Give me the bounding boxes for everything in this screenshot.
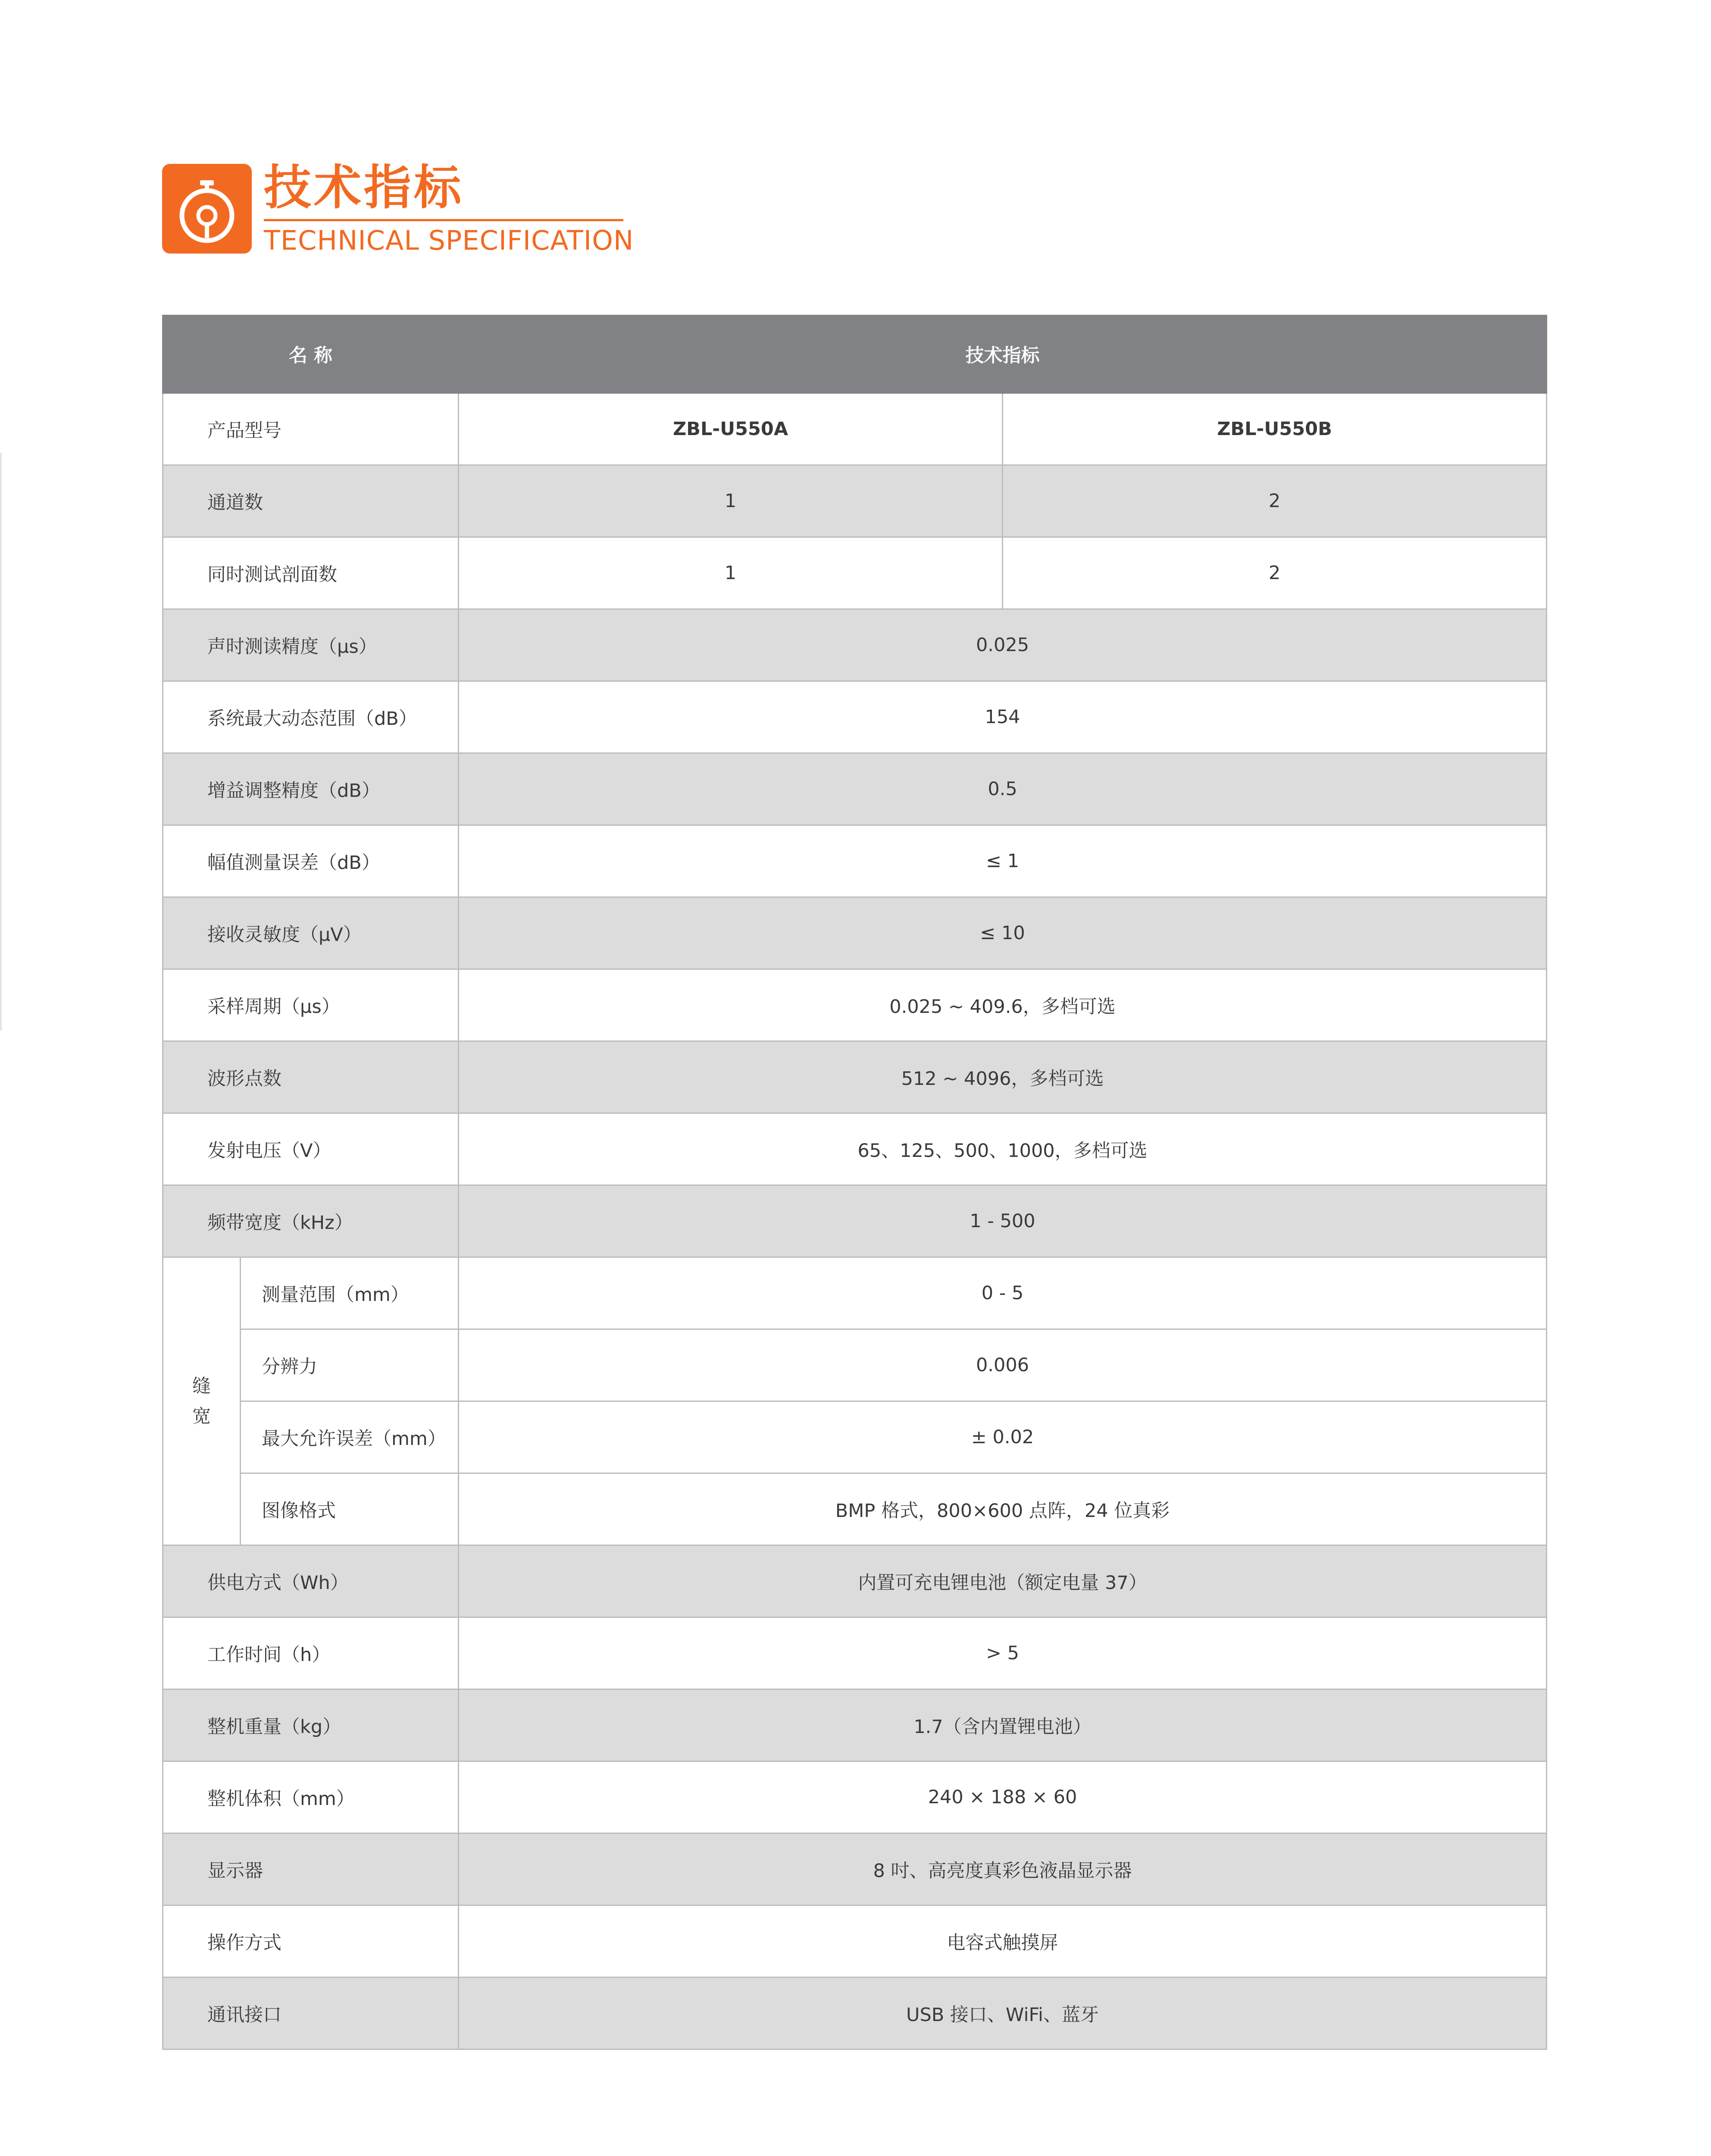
row-label: 显示器 xyxy=(163,1833,459,1905)
spec-table xyxy=(162,315,1547,2050)
row-value-b: 2 xyxy=(1003,465,1547,537)
row-label: 最大允许误差（mm） xyxy=(241,1401,459,1473)
table-row xyxy=(163,1113,1547,1185)
row-value: ≤ 10 xyxy=(459,897,1547,969)
table-header-row xyxy=(163,316,1547,393)
margin-rule xyxy=(0,453,2,1031)
table-row-model xyxy=(163,393,1547,465)
row-label: 分辨力 xyxy=(241,1329,459,1401)
row-value: 内置可充电锂电池（额定电量 37） xyxy=(459,1545,1547,1617)
table-row xyxy=(163,1977,1547,2049)
table-row xyxy=(163,897,1547,969)
group-label-char-1: 缝 xyxy=(192,1375,211,1397)
model-b: ZBL-U550B xyxy=(1003,393,1547,465)
table-row xyxy=(163,1473,1547,1545)
row-value: 1.7（含内置锂电池） xyxy=(459,1689,1547,1761)
table-row xyxy=(163,1185,1547,1257)
row-value: > 5 xyxy=(459,1617,1547,1689)
row-value: 154 xyxy=(459,681,1547,753)
model-a: ZBL-U550A xyxy=(459,393,1003,465)
row-value: ≤ 1 xyxy=(459,825,1547,897)
row-label: 图像格式 xyxy=(241,1473,459,1545)
row-value: 0.025 xyxy=(459,609,1547,681)
table-row xyxy=(163,465,1547,537)
row-value: 1 - 500 xyxy=(459,1185,1547,1257)
table-row xyxy=(163,1401,1547,1473)
table-row xyxy=(163,1257,1547,1329)
row-label: 操作方式 xyxy=(163,1905,459,1977)
row-value: 0.006 xyxy=(459,1329,1547,1401)
row-value: 512 ~ 4096，多档可选 xyxy=(459,1041,1547,1113)
stopwatch-icon-graphic xyxy=(162,164,252,254)
table-row xyxy=(163,1833,1547,1905)
page-subtitle: TECHNICAL SPECIFICATION xyxy=(264,225,634,256)
table-row xyxy=(163,681,1547,753)
row-value-b: 2 xyxy=(1003,537,1547,609)
table-row xyxy=(163,1905,1547,1977)
table-row xyxy=(163,1617,1547,1689)
row-label: 整机体积（mm） xyxy=(163,1761,459,1833)
row-label: 接收灵敏度（μV） xyxy=(163,897,459,969)
row-value: USB 接口、WiFi、蓝牙 xyxy=(459,1977,1547,2049)
row-label: 系统最大动态范围（dB） xyxy=(163,681,459,753)
row-value: 0.5 xyxy=(459,753,1547,825)
header-name: 名 称 xyxy=(163,316,459,393)
row-label: 发射电压（V） xyxy=(163,1113,459,1185)
table-row xyxy=(163,1329,1547,1401)
row-label: 声时测读精度（μs） xyxy=(163,609,459,681)
row-value: 240 × 188 × 60 xyxy=(459,1761,1547,1833)
table-row xyxy=(163,969,1547,1041)
table-row xyxy=(163,1545,1547,1617)
table-row xyxy=(163,753,1547,825)
row-label: 同时测试剖面数 xyxy=(163,537,459,609)
table-row xyxy=(163,537,1547,609)
row-value: 65、125、500、1000，多档可选 xyxy=(459,1113,1547,1185)
row-label: 波形点数 xyxy=(163,1041,459,1113)
row-value: BMP 格式，800×600 点阵，24 位真彩 xyxy=(459,1473,1547,1545)
table-row xyxy=(163,1761,1547,1833)
row-value: 0.025 ~ 409.6，多档可选 xyxy=(459,969,1547,1041)
table-row xyxy=(163,825,1547,897)
table-row xyxy=(163,1041,1547,1113)
row-label: 频带宽度（kHz） xyxy=(163,1185,459,1257)
row-label: 通讯接口 xyxy=(163,1977,459,2049)
row-label: 增益调整精度（dB） xyxy=(163,753,459,825)
group-label-char-2: 宽 xyxy=(192,1405,211,1427)
stopwatch-icon xyxy=(162,164,252,254)
row-value-a: 1 xyxy=(459,465,1003,537)
header-spec: 技术指标 xyxy=(459,316,1547,393)
row-label: 通道数 xyxy=(163,465,459,537)
row-label: 整机重量（kg） xyxy=(163,1689,459,1761)
row-label: 采样周期（μs） xyxy=(163,969,459,1041)
row-label: 测量范围（mm） xyxy=(241,1257,459,1329)
row-value: 8 吋、高亮度真彩色液晶显示器 xyxy=(459,1833,1547,1905)
row-value: ± 0.02 xyxy=(459,1401,1547,1473)
row-value-a: 1 xyxy=(459,537,1003,609)
row-label: 幅值测量误差（dB） xyxy=(163,825,459,897)
row-value: 电容式触摸屏 xyxy=(459,1905,1547,1977)
row-value: 0 - 5 xyxy=(459,1257,1547,1329)
page-title: 技术指标 xyxy=(264,160,464,215)
crack-width-group-label xyxy=(163,1257,241,1545)
row-label: 供电方式（Wh） xyxy=(163,1545,459,1617)
title-underline xyxy=(264,219,623,221)
table-row xyxy=(163,609,1547,681)
row-label: 工作时间（h） xyxy=(163,1617,459,1689)
row-label: 产品型号 xyxy=(163,393,459,465)
table-row xyxy=(163,1689,1547,1761)
